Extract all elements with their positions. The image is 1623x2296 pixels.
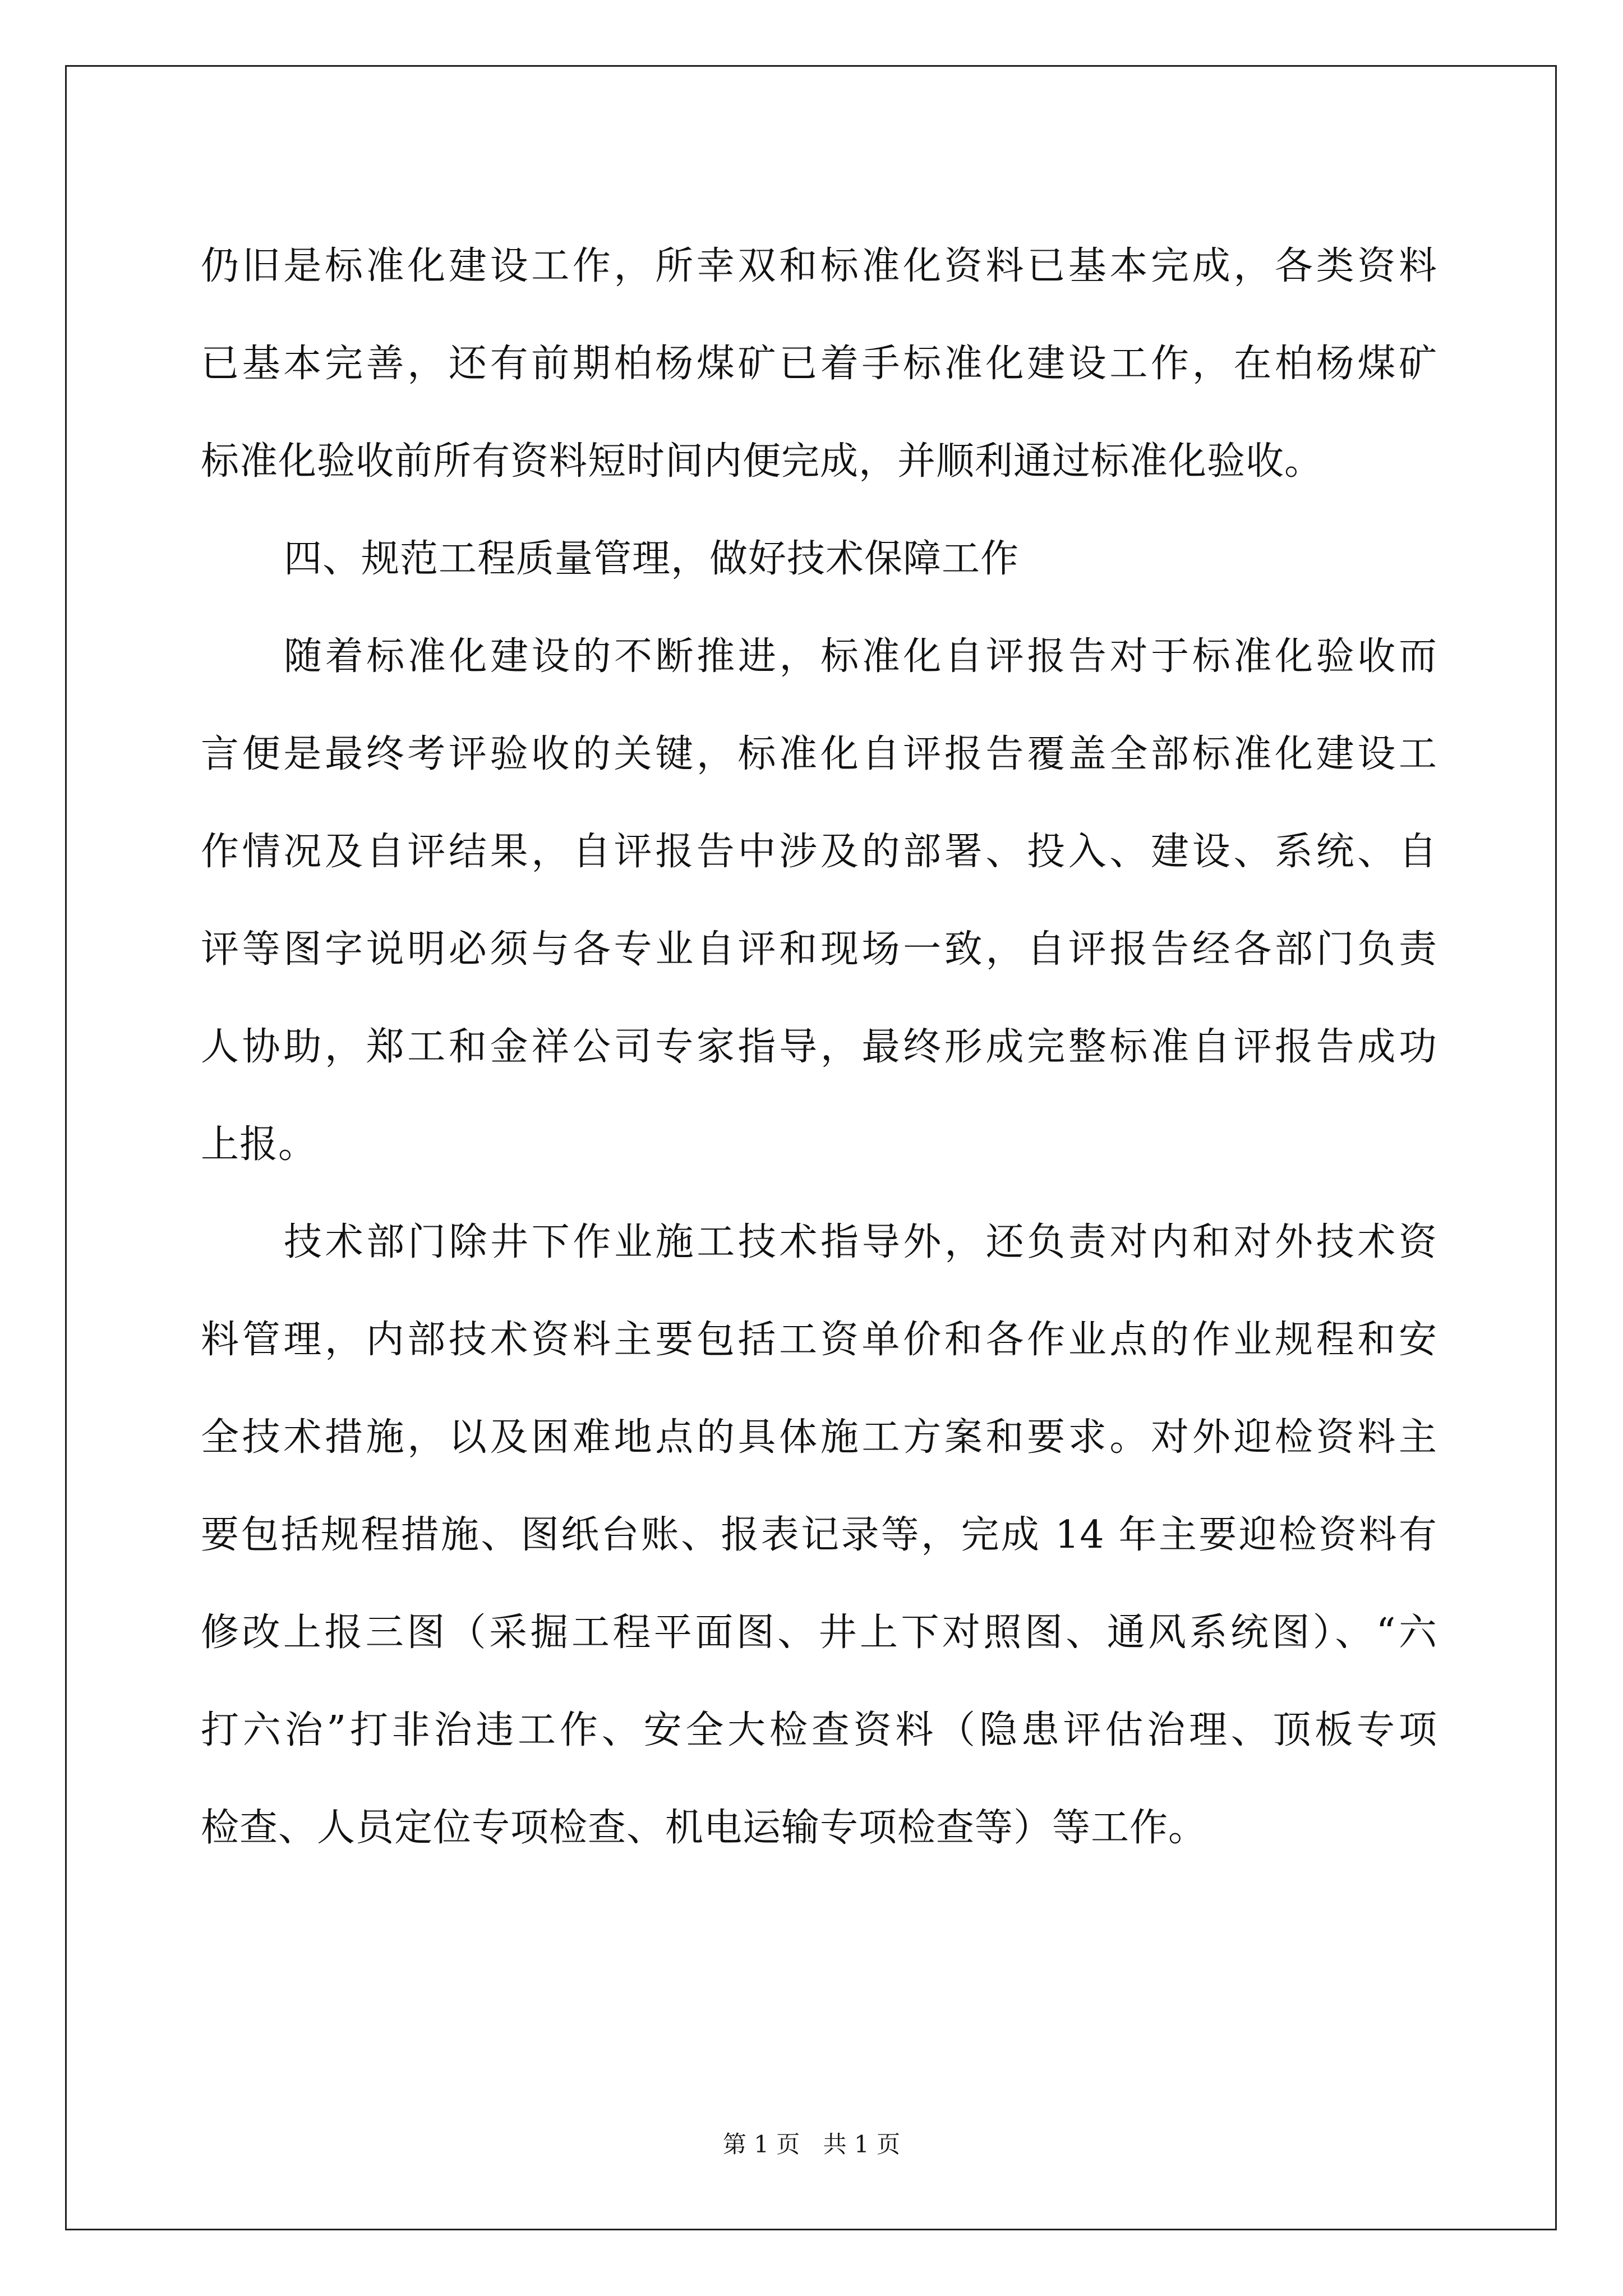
- paragraph-1-line-2: 已基本完善，还有前期柏杨煤矿已着手标准化建设工作，在柏杨煤矿: [201, 342, 1437, 386]
- paragraph-4-line-3: 全技术措施，以及困难地点的具体施工方案和要求。对外迎检资料主: [201, 1415, 1437, 1460]
- paragraph-3-line-1: 随着标准化建设的不断推进，标准化自评报告对于标准化验收而: [284, 634, 1437, 679]
- page-number-total: 共 1 页: [823, 2131, 901, 2158]
- page-number-current: 第 1 页: [722, 2131, 800, 2158]
- paragraph-3-line-3: 作情况及自评结果，自评报告中涉及的部署、投入、建设、系统、自: [201, 830, 1437, 874]
- paragraph-4-line-2: 料管理，内部技术资料主要包括工资单价和各作业点的作业规程和安: [201, 1318, 1437, 1362]
- page-footer: [0, 2126, 1623, 2160]
- paragraph-4-line-7: 检查、人员定位专项检查、机电运输专项检查等）等工作。: [201, 1806, 1207, 1850]
- paragraph-3-line-4: 评等图字说明必须与各专业自评和现场一致，自评报告经各部门负责: [201, 927, 1437, 972]
- paragraph-3-line-2: 言便是最终考评验收的关键，标准化自评报告覆盖全部标准化建设工: [201, 732, 1437, 776]
- paragraph-3-line-5: 人协助，郑工和金祥公司专家指导，最终形成完整标准自评报告成功: [201, 1025, 1437, 1069]
- paragraph-1-line-3: 标准化验收前所有资料短时间内便完成，并顺利通过标准化验收。: [201, 439, 1324, 484]
- paragraph-4-line-5: 修改上报三图（采掘工程平面图、井上下对照图、通风系统图）、“六: [201, 1611, 1437, 1655]
- paragraph-4-line-1: 技术部门除井下作业施工技术指导外，还负责对内和对外技术资: [284, 1220, 1437, 1264]
- paragraph-1-line-1: 仍旧是标准化建设工作，所幸双和标准化资料已基本完成，各类资料: [201, 244, 1437, 288]
- paragraph-3-line-6: 上报。: [201, 1122, 317, 1167]
- section-heading: 四、规范工程质量管理，做好技术保障工作: [284, 537, 1020, 581]
- paragraph-4-line-6: 打六治”打非治违工作、安全大检查资料（隐患评估治理、顶板专项: [201, 1708, 1437, 1752]
- paragraph-4-line-4: 要包括规程措施、图纸台账、报表记录等，完成 14 年主要迎检资料有: [201, 1513, 1437, 1557]
- document-body: [201, 218, 1437, 1877]
